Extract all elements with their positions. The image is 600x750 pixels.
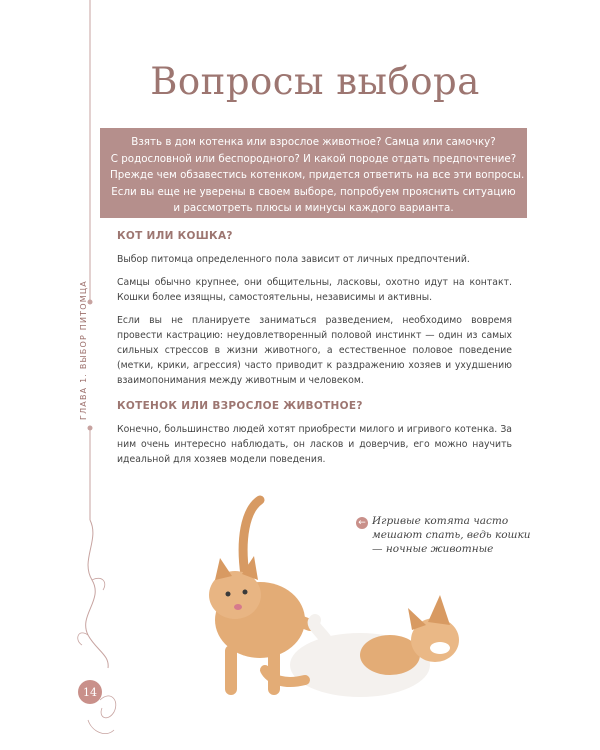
- section-heading-age: КОТЕНОК ИЛИ ВЗРОСЛОЕ ЖИВОТНОЕ?: [117, 400, 363, 412]
- paragraph: Если вы не планируете заниматься разведением, необходимо вовремя провести кастрацию: неудовлетворенный половой инстинкт — один из самых сильных стрессов в жизни животного, а естественное половое поведение (метки, крики, агрессия) часто приводит к раздражению хозяев и ухудшению взаимопонимания между животным и человеком.: [117, 315, 512, 386]
- photo-caption: Игривые котята часто мешают спать, ведь кошки — ночные животные: [372, 515, 531, 555]
- intro-line: Прежде чем обзавестись котенком, придется ответить на все эти вопросы.: [110, 169, 525, 181]
- paragraph: Конечно, большинство людей хотят приобрести милого и игривого котенка. За ним очень интересно наблюдать, он ласков и доверчив, его можно научить идеальной для хозяев модели поведения.: [117, 424, 512, 465]
- arrow-left-icon: ←: [356, 517, 368, 529]
- intro-line: С родословной или беспородного? И какой породе отдать предпочтение?: [110, 152, 517, 165]
- chapter-label: ГЛАВА 1. ВЫБОР ПИТОМЦА: [79, 280, 88, 420]
- intro-line: Взять в дом котенка или взрослое животное? Самца или самочку?: [131, 136, 496, 148]
- page-title: Вопросы выбора: [150, 60, 480, 103]
- paragraph: Выбор питомца определенного пола зависит от личных предпочтений.: [117, 254, 470, 265]
- section-heading-gender: КОТ ИЛИ КОШКА?: [117, 230, 233, 242]
- paragraph: Самцы обычно крупнее, они общительны, ласковы, охотно идут на контакт. Кошки более изящны, самостоятельны, независимы и активны.: [117, 277, 512, 303]
- page-number: 14: [78, 680, 102, 704]
- intro-line: и рассмотреть плюсы и минусы каждого варианта.: [173, 202, 454, 214]
- intro-line: Если вы еще не уверены в своем выборе, попробуем прояснить ситуацию: [111, 185, 516, 198]
- intro-box: [100, 128, 527, 218]
- article-content: [117, 230, 512, 475]
